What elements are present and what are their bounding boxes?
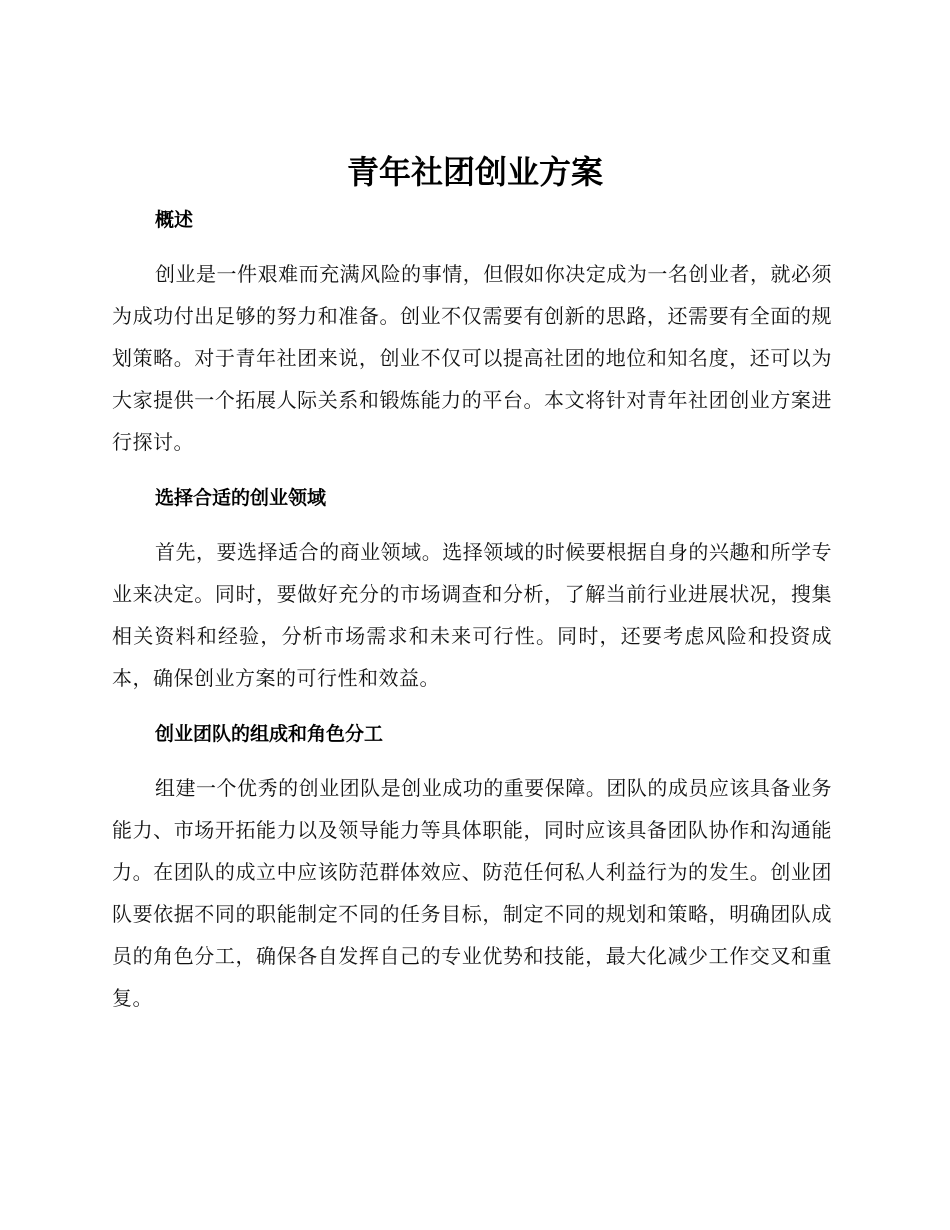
section-heading: 概述 [155,209,194,231]
section-heading: 创业团队的组成和角色分工 [155,723,384,745]
section-overview [112,199,832,463]
section-choose-field [112,477,832,699]
document-body [112,199,832,1019]
section-team [112,713,832,1019]
section-paragraph: 首先，要选择适合的商业领域。选择领域的时候要根据自身的兴趣和所学专业来决定。同时，要做好充分的市场调查和分析，了解当前行业进展状况，搜集相关资料和经验，分析市场需求和未来可行性。同时，还要考虑风险和投资成本，确保创业方案的可行性和效益。 [112,540,832,690]
section-paragraph: 组建一个优秀的创业团队是创业成功的重要保障。团队的成员应该具备业务能力、市场开拓能力以及领导能力等具体职能，同时应该具备团队协作和沟通能力。在团队的成立中应该防范群体效应、防范任何私人利益行为的发生。创业团队要依据不同的职能制定不同的任务目标，制定不同的规划和策略，明确团队成员的角色分工，确保各自发挥自己的专业优势和技能，最大化减少工作交叉和重复。 [112,776,832,1010]
section-paragraph: 创业是一件艰难而充满风险的事情，但假如你决定成为一名创业者，就必须为成功付出足够的努力和准备。创业不仅需要有创新的思路，还需要有全面的规划策略。对于青年社团来说，创业不仅可以提高社团的地位和知名度，还可以为大家提供一个拓展人际关系和锻炼能力的平台。本文将针对青年社团创业方案进行探讨。 [112,262,832,454]
document-title: 青年社团创业方案 [346,153,603,191]
section-heading: 选择合适的创业领域 [155,487,327,509]
